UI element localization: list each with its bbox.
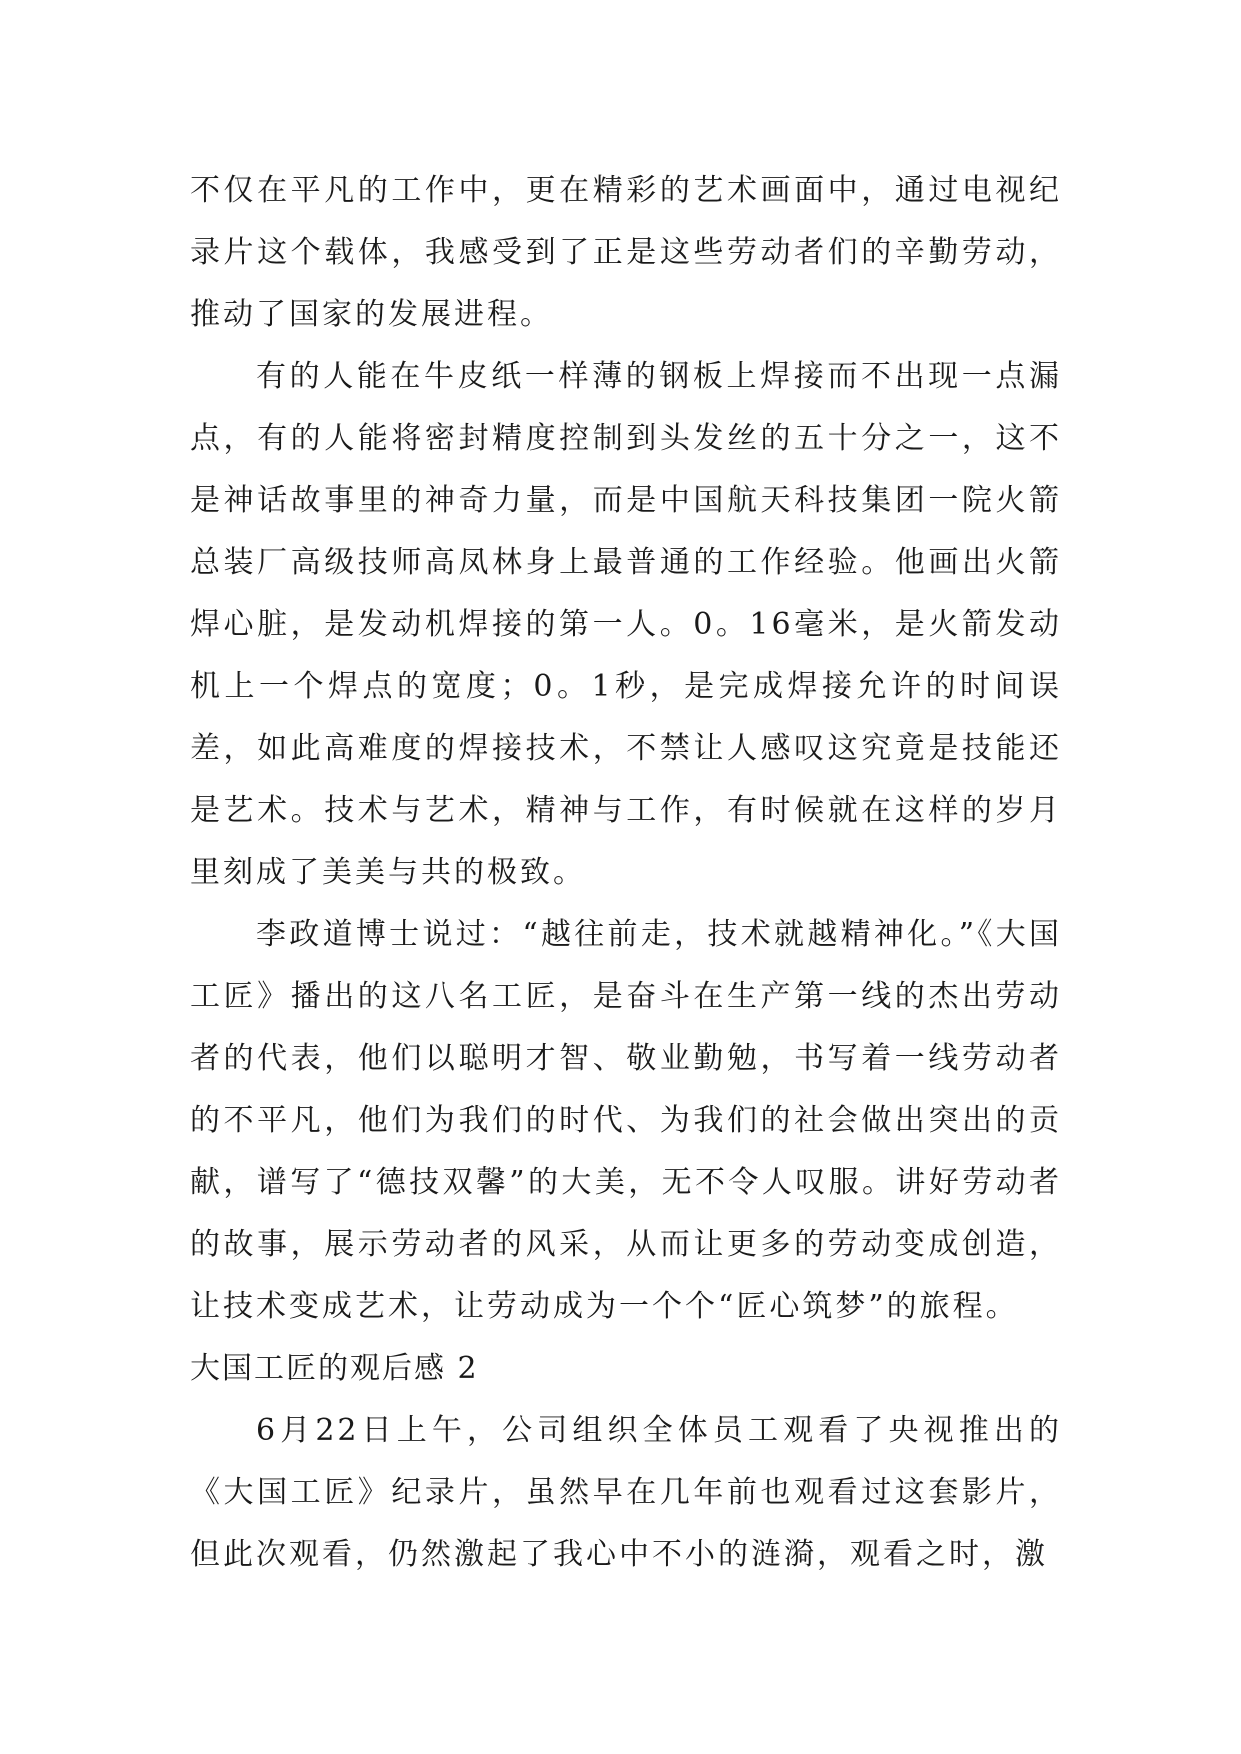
section-heading: 大国工匠的观后感 2 [190, 1351, 479, 1386]
document-body [190, 160, 1062, 1586]
paragraph-4: 6月22日上午，公司组织全体员工观看了央视推出的《大国工匠》纪录片，虽然早在几年前也观看过这套影片，但此次观看，仍然激起了我心中不小的涟漪，观看之时，激 [190, 1413, 1062, 1572]
paragraph-2: 有的人能在牛皮纸一样薄的钢板上焊接而不出现一点漏点，有的人能将密封精度控制到头发丝的五十分之一，这不是神话故事里的神奇力量，而是中国航天科技集团一院火箭总装厂高级技师高凤林身上最普通的工作经验。他画出火箭焊心脏，是发动机焊接的第一人。0。16毫米，是火箭发动机上一个焊点的宽度；0。1秒，是完成焊接允许的时间误差，如此高难度的焊接技术，不禁让人感叹这究竟是技能还是艺术。技术与艺术，精神与工作，有时候就在这样的岁月里刻成了美美与共的极致。 [190, 359, 1062, 890]
paragraph-1: 不仅在平凡的工作中，更在精彩的艺术画面中，通过电视纪录片这个载体，我感受到了正是这些劳动者们的辛勤劳动，推动了国家的发展进程。 [190, 173, 1062, 332]
paragraph-3: 李政道博士说过：“越往前走，技术就越精神化。”《大国工匠》播出的这八名工匠，是奋斗在生产第一线的杰出劳动者的代表，他们以聪明才智、敬业勤勉，书写着一线劳动者的不平凡，他们为我们的时代、为我们的社会做出突出的贡献，谱写了“德技双馨”的大美，无不令人叹服。讲好劳动者的故事，展示劳动者的风采，从而让更多的劳动变成创造，让技术变成艺术，让劳动成为一个个“匠心筑梦”的旅程。 [190, 917, 1062, 1324]
